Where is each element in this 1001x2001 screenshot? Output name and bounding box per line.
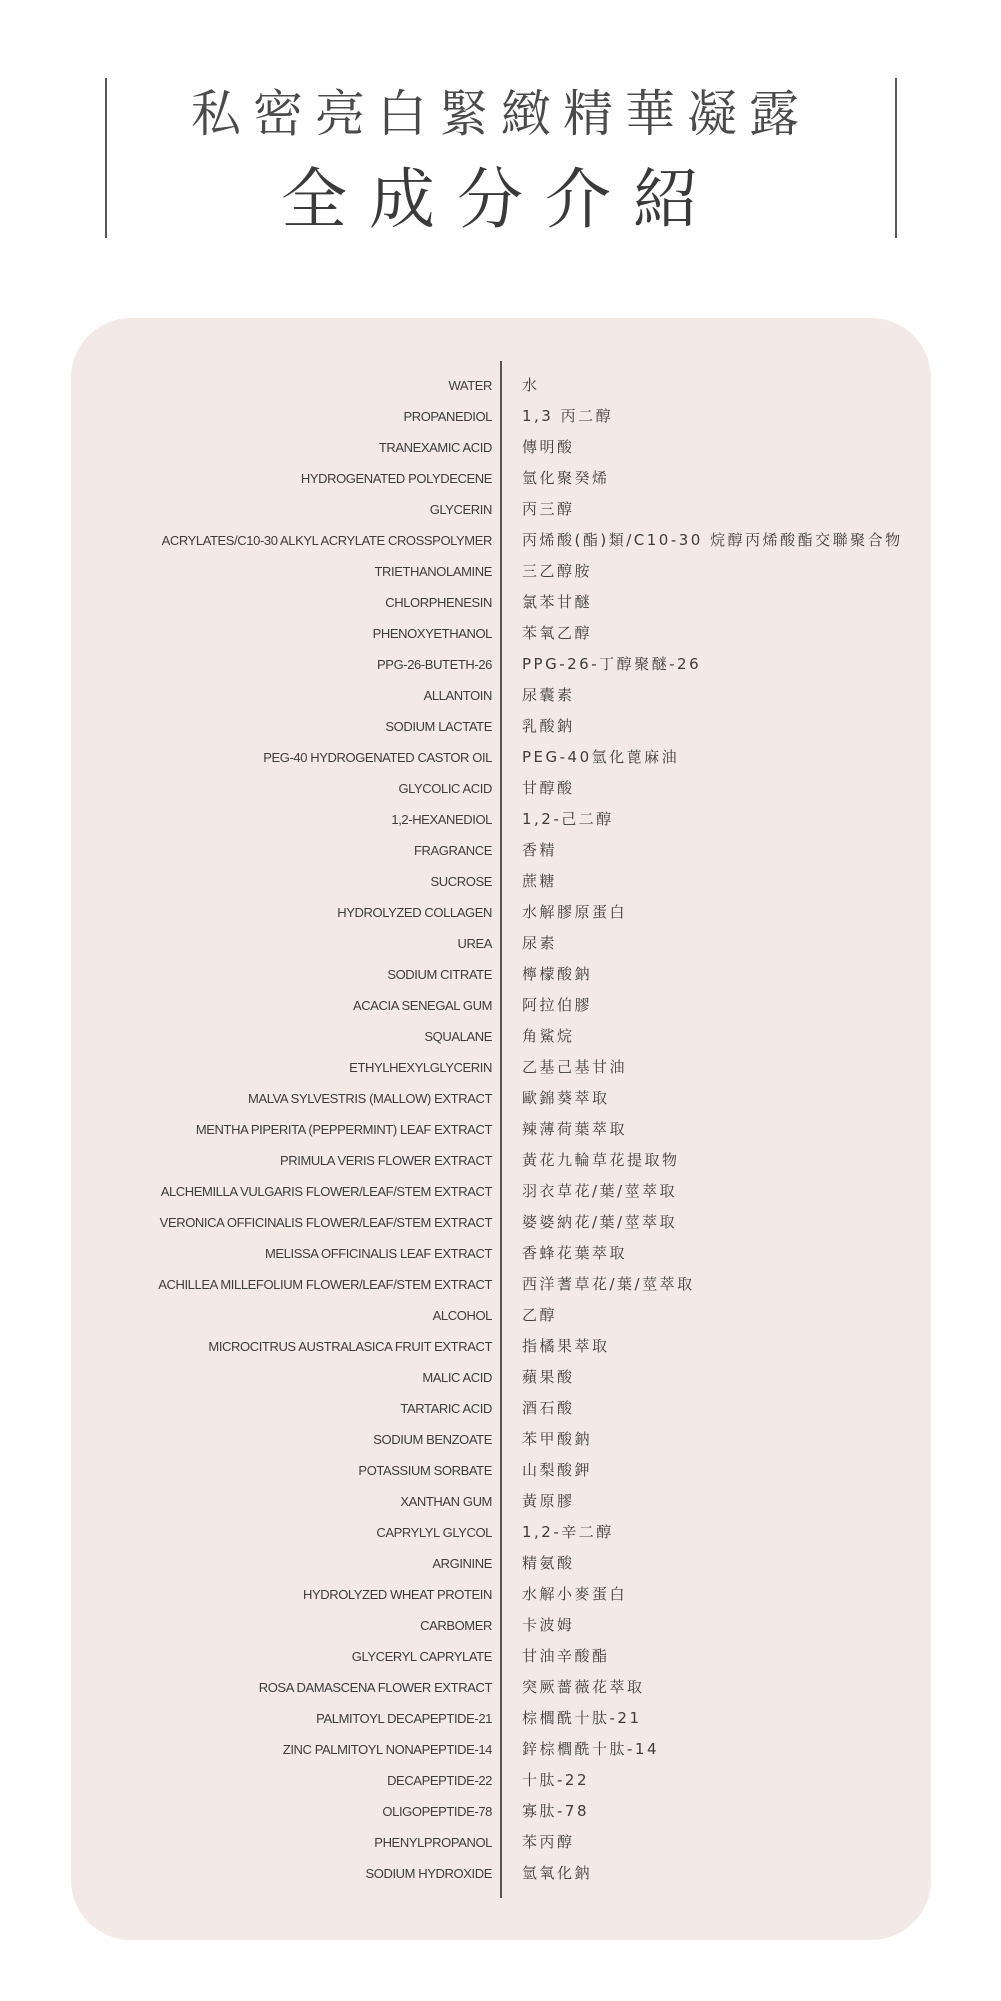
ingredient-english-name: GLYCOLIC ACID xyxy=(398,781,492,796)
ingredient-row xyxy=(71,742,931,773)
ingredient-english-name: ACACIA SENEGAL GUM xyxy=(353,998,492,1013)
ingredient-english-name: SODIUM HYDROXIDE xyxy=(365,1866,492,1881)
page-subtitle: 全成分介紹 xyxy=(281,161,721,238)
ingredient-row xyxy=(71,1176,931,1207)
ingredient-row xyxy=(71,1424,931,1455)
ingredient-english-name: PRIMULA VERIS FLOWER EXTRACT xyxy=(279,1153,492,1168)
ingredient-chinese-name: 精氨酸 xyxy=(522,1554,575,1572)
ingredient-chinese-name: 尿素 xyxy=(522,934,558,952)
ingredient-chinese-name: 檸檬酸鈉 xyxy=(522,965,593,983)
ingredient-english-name: OLIGOPEPTIDE-78 xyxy=(382,1804,492,1819)
ingredient-english-name: CAPRYLYL GLYCOL xyxy=(376,1525,492,1540)
ingredient-row xyxy=(71,1858,931,1889)
ingredient-chinese-name: 鋅棕櫚酰十肽-14 xyxy=(522,1740,660,1758)
ingredient-chinese-name: 尿囊素 xyxy=(522,686,575,704)
ingredient-row xyxy=(71,804,931,835)
ingredient-row xyxy=(71,1114,931,1145)
ingredient-english-name: SODIUM CITRATE xyxy=(387,967,492,982)
ingredient-chinese-name: 氯苯甘醚 xyxy=(522,593,593,611)
ingredient-row xyxy=(71,1331,931,1362)
ingredient-row xyxy=(71,1238,931,1269)
header-right-rule xyxy=(895,78,897,238)
ingredient-chinese-name: 苯氧乙醇 xyxy=(522,624,593,642)
ingredient-chinese-name: 黃花九輪草花提取物 xyxy=(522,1151,680,1169)
ingredient-english-name: PEG-40 HYDROGENATED CASTOR OIL xyxy=(263,750,492,765)
ingredient-list xyxy=(71,370,931,1889)
ingredient-row xyxy=(71,1052,931,1083)
ingredient-english-name: ZINC PALMITOYL NONAPEPTIDE-14 xyxy=(282,1742,492,1757)
ingredient-english-name: ACRYLATES/C10-30 ALKYL ACRYLATE CROSSPOLYMER xyxy=(161,533,492,548)
ingredient-chinese-name: 歐錦葵萃取 xyxy=(522,1089,610,1107)
ingredient-row xyxy=(71,618,931,649)
ingredient-row xyxy=(71,401,931,432)
ingredient-row xyxy=(71,432,931,463)
ingredient-chinese-name: 卡波姆 xyxy=(522,1616,575,1634)
ingredient-row xyxy=(71,1765,931,1796)
ingredient-english-name: HYDROGENATED POLYDECENE xyxy=(300,471,492,486)
ingredient-row xyxy=(71,1734,931,1765)
ingredient-chinese-name: 傳明酸 xyxy=(522,438,575,456)
ingredient-chinese-name: 辣薄荷葉萃取 xyxy=(522,1120,628,1138)
ingredient-row xyxy=(71,1269,931,1300)
product-title: 私密亮白緊緻精華凝露 xyxy=(191,85,811,143)
ingredient-row xyxy=(71,711,931,742)
ingredient-row xyxy=(71,587,931,618)
ingredient-chinese-name: 甘油辛酸酯 xyxy=(522,1647,610,1665)
ingredient-english-name: SODIUM BENZOATE xyxy=(373,1432,492,1447)
ingredient-chinese-name: 阿拉伯膠 xyxy=(522,996,593,1014)
ingredient-chinese-name: 突厥薔薇花萃取 xyxy=(522,1678,645,1696)
ingredient-english-name: ARGININE xyxy=(432,1556,492,1571)
ingredient-chinese-name: 乳酸鈉 xyxy=(522,717,575,735)
ingredient-english-name: PALMITOYL DECAPEPTIDE-21 xyxy=(316,1711,492,1726)
ingredient-chinese-name: 酒石酸 xyxy=(522,1399,575,1417)
ingredient-row xyxy=(71,370,931,401)
ingredient-chinese-name: 黃原膠 xyxy=(522,1492,575,1510)
ingredient-english-name: UREA xyxy=(457,936,492,951)
ingredient-chinese-name: 氫化聚癸烯 xyxy=(522,469,610,487)
ingredient-row xyxy=(71,928,931,959)
ingredient-chinese-name: 婆婆納花/葉/莖萃取 xyxy=(522,1213,678,1231)
ingredient-chinese-name: 寡肽-78 xyxy=(522,1802,589,1820)
ingredient-chinese-name: 苯丙醇 xyxy=(522,1833,575,1851)
ingredient-english-name: ACHILLEA MILLEFOLIUM FLOWER/LEAF/STEM EXTRACT xyxy=(158,1277,492,1292)
ingredient-english-name: MENTHA PIPERITA (PEPPERMINT) LEAF EXTRACT xyxy=(195,1122,492,1137)
ingredient-row xyxy=(71,1579,931,1610)
ingredient-english-name: PPG-26-BUTETH-26 xyxy=(377,657,492,672)
ingredient-english-name: CHLORPHENESIN xyxy=(385,595,492,610)
ingredient-english-name: SODIUM LACTATE xyxy=(385,719,492,734)
ingredient-chinese-name: 1,2-辛二醇 xyxy=(522,1523,614,1541)
ingredient-row xyxy=(71,866,931,897)
ingredient-chinese-name: 蘋果酸 xyxy=(522,1368,575,1386)
ingredient-english-name: GLYCERIN xyxy=(429,502,492,517)
ingredient-chinese-name: PEG-40氫化蓖麻油 xyxy=(522,748,680,766)
ingredient-english-name: SQUALANE xyxy=(424,1029,492,1044)
ingredient-english-name: HYDROLYZED WHEAT PROTEIN xyxy=(302,1587,492,1602)
page-header xyxy=(105,78,897,238)
ingredient-english-name: ROSA DAMASCENA FLOWER EXTRACT xyxy=(258,1680,492,1695)
ingredient-card xyxy=(71,318,931,1940)
ingredient-english-name: 1,2-HEXANEDIOL xyxy=(391,812,492,827)
ingredient-chinese-name: 棕櫚酰十肽-21 xyxy=(522,1709,642,1727)
ingredient-english-name: CARBOMER xyxy=(420,1618,492,1633)
ingredient-row xyxy=(71,1827,931,1858)
ingredient-english-name: FRAGRANCE xyxy=(413,843,492,858)
ingredient-english-name: SUCROSE xyxy=(430,874,492,889)
ingredient-chinese-name: PPG-26-丁醇聚醚-26 xyxy=(522,655,702,673)
ingredient-row xyxy=(71,556,931,587)
ingredient-chinese-name: 三乙醇胺 xyxy=(522,562,593,580)
ingredient-chinese-name: 羽衣草花/葉/莖萃取 xyxy=(522,1182,678,1200)
ingredient-chinese-name: 乙基己基甘油 xyxy=(522,1058,628,1076)
ingredient-chinese-name: 水解膠原蛋白 xyxy=(522,903,628,921)
ingredient-chinese-name: 乙醇 xyxy=(522,1306,558,1324)
ingredient-english-name: TRIETHANOLAMINE xyxy=(374,564,492,579)
ingredient-chinese-name: 蔗糖 xyxy=(522,872,558,890)
ingredient-chinese-name: 香蜂花葉萃取 xyxy=(522,1244,628,1262)
ingredient-chinese-name: 1,2-己二醇 xyxy=(522,810,614,828)
ingredient-row xyxy=(71,463,931,494)
ingredient-english-name: PHENYLPROPANOL xyxy=(374,1835,492,1850)
ingredient-row xyxy=(71,1021,931,1052)
ingredient-chinese-name: 水 xyxy=(522,376,540,394)
ingredient-chinese-name: 丙三醇 xyxy=(522,500,575,518)
ingredient-english-name: TARTARIC ACID xyxy=(400,1401,492,1416)
ingredient-row xyxy=(71,1610,931,1641)
ingredient-row xyxy=(71,1393,931,1424)
ingredient-row xyxy=(71,1548,931,1579)
ingredient-row xyxy=(71,1672,931,1703)
ingredient-row xyxy=(71,1362,931,1393)
ingredient-english-name: VERONICA OFFICINALIS FLOWER/LEAF/STEM EXTRACT xyxy=(159,1215,492,1230)
ingredient-english-name: WATER xyxy=(448,378,492,393)
ingredient-row xyxy=(71,1641,931,1672)
ingredient-row xyxy=(71,1517,931,1548)
ingredient-english-name: POTASSIUM SORBATE xyxy=(358,1463,492,1478)
ingredient-english-name: ETHYLHEXYLGLYCERIN xyxy=(349,1060,492,1075)
ingredient-row xyxy=(71,680,931,711)
ingredient-english-name: GLYCERYL CAPRYLATE xyxy=(351,1649,492,1664)
ingredient-row xyxy=(71,1703,931,1734)
ingredient-row xyxy=(71,525,931,556)
ingredient-english-name: DECAPEPTIDE-22 xyxy=(387,1773,492,1788)
ingredient-row xyxy=(71,1796,931,1827)
ingredient-chinese-name: 苯甲酸鈉 xyxy=(522,1430,593,1448)
ingredient-english-name: PROPANEDIOL xyxy=(403,409,492,424)
ingredient-row xyxy=(71,773,931,804)
ingredient-english-name: MALIC ACID xyxy=(422,1370,492,1385)
ingredient-english-name: XANTHAN GUM xyxy=(400,1494,492,1509)
ingredient-english-name: ALLANTOIN xyxy=(423,688,492,703)
ingredient-chinese-name: 1,3 丙二醇 xyxy=(522,407,614,425)
ingredient-chinese-name: 香精 xyxy=(522,841,558,859)
ingredient-row xyxy=(71,1486,931,1517)
ingredient-row xyxy=(71,649,931,680)
ingredient-row xyxy=(71,1083,931,1114)
ingredient-row xyxy=(71,959,931,990)
ingredient-english-name: MALVA SYLVESTRIS (MALLOW) EXTRACT xyxy=(248,1091,492,1106)
ingredient-row xyxy=(71,835,931,866)
ingredient-chinese-name: 指橘果萃取 xyxy=(522,1337,610,1355)
ingredient-chinese-name: 西洋蓍草花/葉/莖萃取 xyxy=(522,1275,695,1293)
ingredient-row xyxy=(71,494,931,525)
ingredient-chinese-name: 角鯊烷 xyxy=(522,1027,575,1045)
ingredient-row xyxy=(71,1145,931,1176)
ingredient-english-name: TRANEXAMIC ACID xyxy=(378,440,492,455)
ingredient-english-name: MELISSA OFFICINALIS LEAF EXTRACT xyxy=(264,1246,492,1261)
ingredient-chinese-name: 十肽-22 xyxy=(522,1771,589,1789)
ingredient-row xyxy=(71,1300,931,1331)
ingredient-row xyxy=(71,897,931,928)
ingredient-row xyxy=(71,990,931,1021)
ingredient-english-name: MICROCITRUS AUSTRALASICA FRUIT EXTRACT xyxy=(208,1339,492,1354)
ingredient-english-name: PHENOXYETHANOL xyxy=(372,626,492,641)
ingredient-english-name: HYDROLYZED COLLAGEN xyxy=(337,905,492,920)
ingredient-row xyxy=(71,1455,931,1486)
ingredient-chinese-name: 甘醇酸 xyxy=(522,779,575,797)
ingredient-english-name: ALCHEMILLA VULGARIS FLOWER/LEAF/STEM EXTRACT xyxy=(160,1184,492,1199)
ingredient-chinese-name: 丙烯酸(酯)類/C10-30 烷醇丙烯酸酯交聯聚合物 xyxy=(522,531,903,549)
ingredient-chinese-name: 水解小麥蛋白 xyxy=(522,1585,628,1603)
ingredient-chinese-name: 山梨酸鉀 xyxy=(522,1461,593,1479)
ingredient-chinese-name: 氫氧化鈉 xyxy=(522,1864,593,1882)
ingredient-row xyxy=(71,1207,931,1238)
ingredient-english-name: ALCOHOL xyxy=(432,1308,492,1323)
